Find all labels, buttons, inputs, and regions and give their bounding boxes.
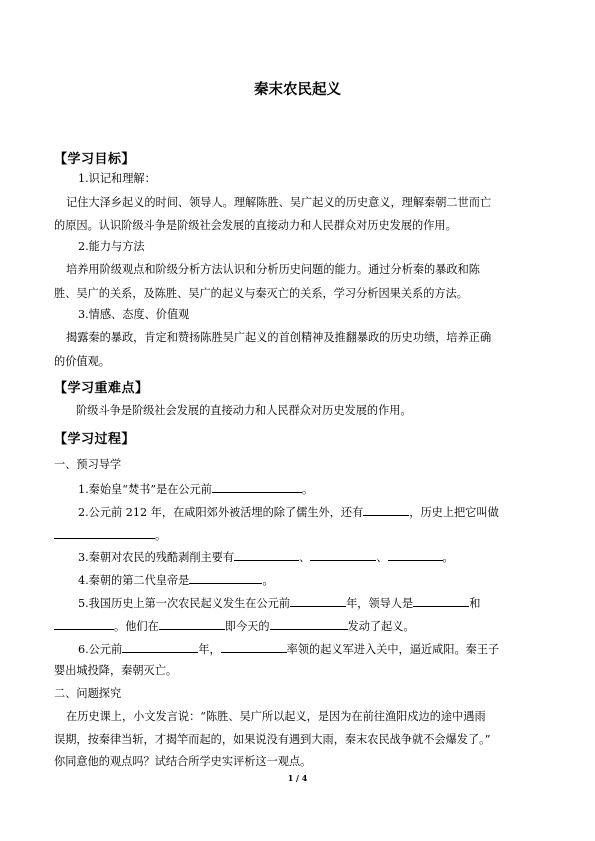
part-2-paragraph-line-1: 在历史课上，小文发言说：“陈胜、吴广所以起义，是因为在前往渔阳戍边的途中遇雨 bbox=[66, 710, 486, 723]
answer-blank[interactable] bbox=[310, 549, 376, 561]
goal-3-line-1: 揭露秦的暴政，肯定和赞扬陈胜吴广起义的首创精神及推翻暴政的历史功绩，培养正确 bbox=[66, 331, 492, 344]
goal-1-label: 1.识记和理解： bbox=[78, 172, 156, 185]
page-number: 1 / 4 bbox=[287, 773, 308, 783]
key-points-text: 阶级斗争是阶级社会发展的直接动力和人民群众对历史发展的作用。 bbox=[76, 404, 412, 417]
question-3 bbox=[78, 549, 454, 565]
answer-blank[interactable] bbox=[221, 641, 287, 653]
q5-text-a: 5.我国历史上第一次农民起义发生在公元前 bbox=[78, 597, 291, 610]
question-1 bbox=[78, 481, 313, 497]
goal-2-label: 2.能力与方法 bbox=[78, 240, 145, 253]
goal-1-line-1: 记住大泽乡起义的时间、领导人。理解陈胜、吴广起义的历史意义，理解秦朝二世而亡 bbox=[66, 196, 492, 209]
goal-3-label: 3.情感、态度、价值观 bbox=[78, 308, 190, 321]
q5-text-e: 即今天的 bbox=[224, 620, 270, 633]
q3-sep-2: 、 bbox=[376, 551, 388, 564]
q1-text-a: 1.秦始皇“焚书”是在公元前 bbox=[78, 483, 212, 496]
q3-sep-1: 、 bbox=[299, 551, 311, 564]
section-heading-process: 【学习过程】 bbox=[54, 432, 136, 447]
answer-blank[interactable] bbox=[234, 549, 299, 561]
question-6-cont: 婴出城投降，秦朝灭亡。 bbox=[54, 664, 178, 677]
answer-blank[interactable] bbox=[388, 549, 443, 561]
q4-text-a: 4.秦朝的第二代皇帝是 bbox=[78, 574, 190, 587]
q4-text-b: 。 bbox=[262, 574, 274, 587]
q5-text-c: 和 bbox=[469, 597, 481, 610]
answer-blank[interactable] bbox=[212, 481, 302, 493]
q3-end: 。 bbox=[442, 551, 454, 564]
question-5-cont bbox=[54, 618, 415, 634]
q1-text-b: 。 bbox=[302, 483, 314, 496]
section-heading-goals: 【学习目标】 bbox=[54, 152, 136, 167]
question-6 bbox=[78, 641, 499, 657]
answer-blank[interactable] bbox=[270, 618, 348, 630]
question-2 bbox=[78, 504, 499, 520]
part-2-heading: 二、问题探究 bbox=[54, 687, 122, 700]
answer-blank[interactable] bbox=[290, 595, 346, 607]
q5-text-f: 发动了起义。 bbox=[347, 620, 415, 633]
part-2-paragraph-line-3: 你同意他的观点吗？试结合所学史实评析这一观点。 bbox=[54, 755, 312, 768]
goal-2-line-1: 培养用阶级观点和阶级分析方法认识和分析历史问题的能力。通过分析秦的暴政和陈 bbox=[66, 263, 480, 276]
q6-text-a: 6.公元前 bbox=[78, 643, 123, 656]
answer-blank[interactable] bbox=[122, 641, 198, 653]
page-title: 秦末农民起义 bbox=[254, 82, 341, 98]
part-2-paragraph-line-2: 误期，按秦律当斩，才揭竿而起的，如果说没有遇到大雨，秦末农民战争就不会爆发了。” bbox=[54, 733, 491, 746]
answer-blank[interactable] bbox=[413, 595, 469, 607]
section-heading-key-points: 【学习重难点】 bbox=[54, 381, 149, 396]
answer-blank[interactable] bbox=[54, 618, 114, 630]
q6-text-c: 率领的起义军进入关中，逼近咸阳。秦王子 bbox=[286, 643, 500, 656]
answer-blank[interactable] bbox=[363, 504, 409, 516]
goal-2-line-2: 胜、吴广的关系，及陈胜、吴广的起义与秦灭亡的关系，学习分析因果关系的方法。 bbox=[54, 287, 468, 300]
answer-blank[interactable] bbox=[159, 618, 225, 630]
q5-text-d: 。他们在 bbox=[114, 620, 159, 633]
q6-text-b: 年， bbox=[198, 643, 221, 656]
q2-text-a: 2.公元前 212 年，在咸阳郊外被活埋的除了儒生外，还有 bbox=[78, 506, 364, 519]
question-4 bbox=[78, 572, 274, 588]
q5-text-b: 年，领导人是 bbox=[346, 597, 414, 610]
question-2-cont bbox=[54, 527, 166, 543]
part-1-heading: 一、预习导学 bbox=[54, 458, 122, 471]
goal-1-line-2: 的原因。认识阶级斗争是阶级社会发展的直接动力和人民群众对历史发展的作用。 bbox=[54, 219, 457, 232]
q2-text-b: ，历史上把它叫做 bbox=[409, 506, 499, 519]
answer-blank[interactable] bbox=[54, 527, 155, 539]
goal-3-line-2: 的价值观。 bbox=[54, 355, 110, 368]
question-5 bbox=[78, 595, 480, 611]
answer-blank[interactable] bbox=[189, 572, 262, 584]
q3-text-a: 3.秦朝对农民的残酷剥削主要有 bbox=[78, 551, 235, 564]
q2-text-c: 。 bbox=[155, 529, 167, 542]
